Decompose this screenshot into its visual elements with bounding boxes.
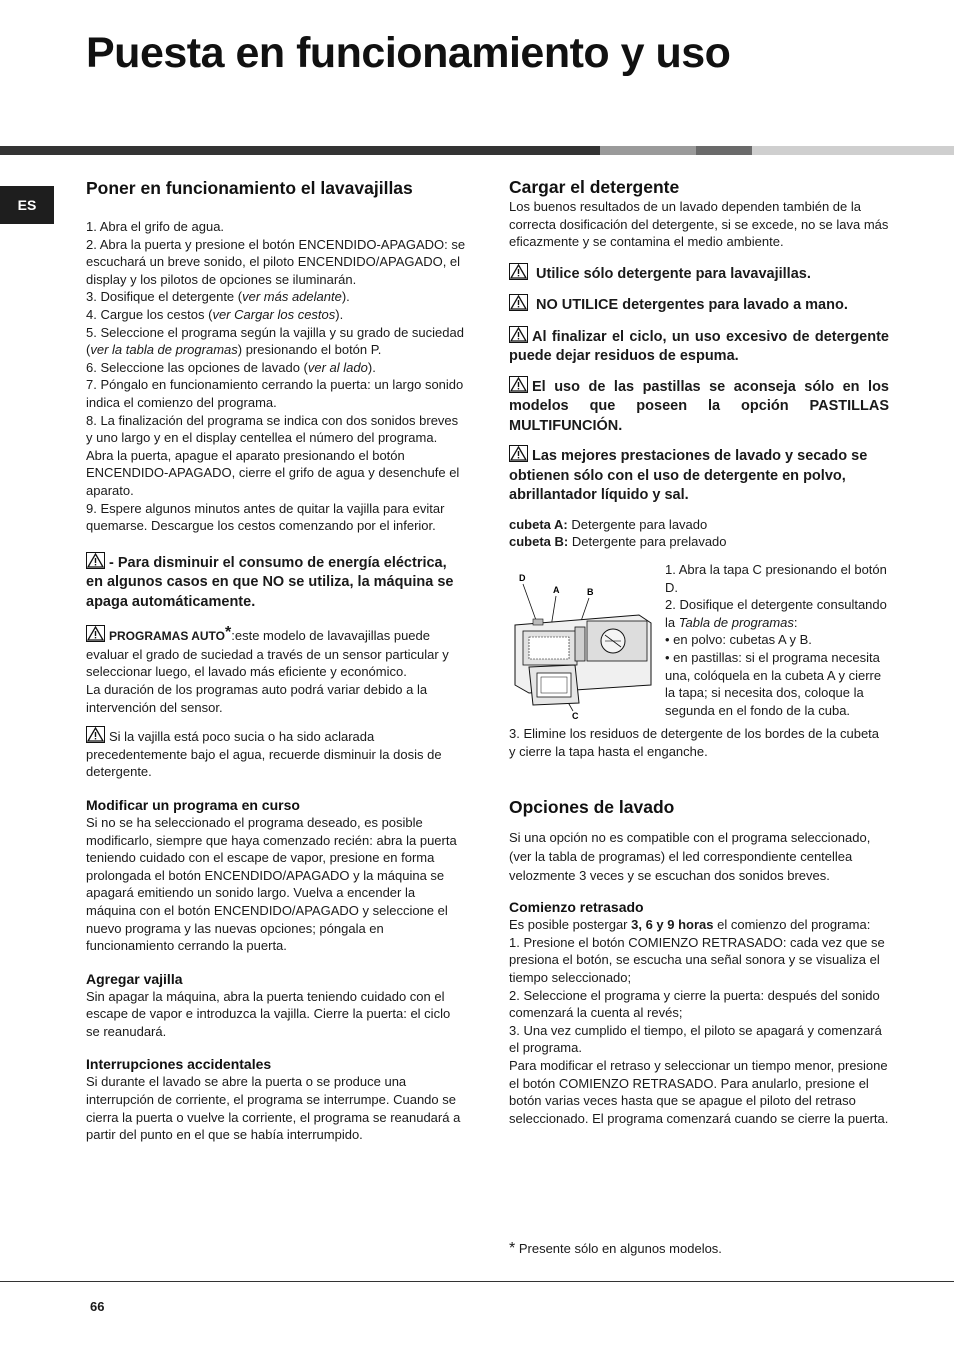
header-bar-mid — [600, 146, 696, 155]
instruction-2: 2. Dosifique el detergente consultando la Tabla de programas: — [665, 597, 887, 630]
detergent-warning-4: El uso de las pastillas se aconseja sólo en los modelos que poseen la opción PASTILLAS MULTIFUNCIÓN. — [509, 376, 889, 437]
add-dishes-text: Sin apagar la máquina, abra la puerta teniendo cuidado con el escape de vapor e introduzca la vajilla. Cierre la puerta: el ciclo se reanudará. — [86, 988, 451, 1039]
auto-programs-note: PROGRAMAS AUTO*:este modelo de lavavajillas puede evaluar el grado de suciedad a través de un sensor particular y seleccionar luego, el lavado más eficiente y económico. — [86, 624, 449, 680]
label-d: D — [519, 572, 526, 583]
instruction-1: 1. Abra la tapa C presionando el botón D. — [665, 561, 887, 595]
detergent-heading: Cargar el detergente — [509, 177, 680, 197]
detergent-warning-3: Al finalizar el ciclo, un uso excesivo de detergente puede dejar residuos de espuma. — [509, 326, 889, 367]
footer-divider — [0, 1281, 954, 1282]
page-number: 66 — [90, 1299, 105, 1314]
warning-icon — [509, 263, 528, 280]
warning-icon — [86, 726, 105, 743]
delay-modify: Para modificar el retraso y seleccionar un tiempo menor, presione el botón COMIENZO RETRASADO. Para anularlo, presione el botón varias veces hasta que se apague el piloto del retraso seleccionado. El programa comenzará cuando se cierre la puerta. — [509, 1057, 889, 1126]
header-bar-light — [752, 146, 954, 155]
header-bar-dark2 — [696, 146, 752, 155]
footnote: * Presente sólo en algunos modelos. — [509, 1240, 722, 1257]
step-3: 3. Dosifique el detergente (ver más adelante). — [86, 289, 350, 305]
start-heading: Poner en funcionamiento el lavavajillas — [86, 178, 413, 198]
left-column — [86, 170, 466, 1144]
detergent-intro: Los buenos resultados de un lavado dependen también de la correcta dosificación del detergente, si se excede, no se lava más eficazmente y se contamina el medio ambiente. — [509, 199, 889, 250]
instruction-2-powder: • en polvo: cubetas A y B. — [665, 632, 812, 648]
cubeta-b-line: cubeta B: Detergente para prelavado — [509, 534, 727, 550]
modify-text: Si no se ha seleccionado el programa deseado, es posible modificarlo, siempre que haya comenzado recién: abra la puerta teniendo cuidado con el escape de vapor, presione en forma prolongada el botón ENCENDIDO/APAGADO y la máquina se apagará emitiendo un sonido largo. Vuelva a encender la máquina con el botón ENCENDIDO/APAGADO y seleccione el nuevo programa y las nuevas opciones; póngala en funcionamiento cerrando la puerta. — [86, 814, 457, 954]
detergent-warning-5: Las mejores prestaciones de lavado y secado se obtienen sólo con el uso de detergente en polvo, abrillantador líquido y sal. — [509, 445, 889, 506]
warning-icon — [509, 294, 528, 311]
step-6: 6. Seleccione las opciones de lavado (ver al lado). — [86, 359, 376, 375]
dirty-note: Si la vajilla está poco sucia o ha sido aclarada precedentemente bajo el agua, recuerde disminuir la dosis de detergente. — [86, 726, 466, 781]
instruction-2-tablets: • en pastillas: si el programa necesita una, colóquela en la cubeta A y cierre la tapa; si necesita dos, coloque la segunda en el fondo de la cuba. — [665, 649, 882, 718]
cubeta-a-line: cubeta A: Detergente para lavado — [509, 516, 708, 532]
step-5: 5. Seleccione el programa según la vajilla y su grado de suciedad (ver la tabla de programas) presionando el botón P. — [86, 324, 464, 358]
modify-heading: Modificar un programa en curso — [86, 796, 300, 813]
detergent-warning-2: NO UTILICE detergentes para lavado a mano. — [509, 294, 889, 316]
delay-step-2: 2. Seleccione el programa y cierre la puerta: después del sonido comenzará la cuenta al revés; — [509, 987, 880, 1021]
label-b: B — [587, 586, 594, 597]
delay-intro: Es posible postergar 3, 6 y 9 horas el comienzo del programa: — [509, 917, 871, 933]
warning-icon — [509, 376, 528, 393]
label-a: A — [553, 584, 560, 595]
step-9: 9. Espere algunos minutos antes de quitar la vajilla para evitar quemarse. Descargue los cestos comenzando por el inferior. — [86, 500, 445, 534]
interruptions-heading: Interrupciones accidentales — [86, 1056, 272, 1073]
options-text: Si una opción no es compatible con el programa seleccionado, (ver la tabla de programas) el led correspondiente centellea velozmente 3 veces y se escuchan dos sonidos breves. — [509, 830, 871, 884]
label-c: C — [572, 710, 579, 721]
page-title: Puesta en funcionamiento y uso — [86, 29, 731, 77]
delay-heading: Comienzo retrasado — [509, 899, 644, 916]
dispenser-diagram — [509, 565, 659, 725]
add-dishes-heading: Agregar vajilla — [86, 970, 183, 987]
start-steps — [86, 218, 466, 535]
warning-icon — [509, 445, 528, 462]
detergent-warning-1: Utilice sólo detergente para lavavajillas. — [509, 263, 889, 285]
delay-step-3: 3. Una vez cumplido el tiempo, el piloto se apagará y comenzará el programa. — [509, 1022, 882, 1056]
step-4: 4. Cargue los cestos (ver Cargar los cestos). — [86, 306, 344, 322]
language-tab: ES — [0, 186, 54, 224]
step-1: 1. Abra el grifo de agua. — [86, 219, 225, 234]
warning-icon — [86, 625, 105, 642]
right-column — [509, 170, 889, 1127]
warning-icon — [86, 552, 105, 569]
delay-step-1: 1. Presione el botón COMIENZO RETRASADO: cada vez que se presiona el botón, se escucha una señal sonora y se visualiza el tiempo seleccionado; — [509, 934, 885, 985]
step-2: 2. Abra la puerta y presione el botón ENCENDIDO-APAGADO: se escuchará un breve sonido, el piloto ENCENDIDO/APAGADO, el display y los pilotos de opciones se iluminarán. — [86, 236, 466, 287]
instruction-3: 3. Elimine los residuos de detergente de los bordes de la cubeta y cierre la tapa hasta el enganche. — [509, 725, 880, 759]
dispenser-section — [509, 561, 889, 760]
step-7: 7. Póngalo en funcionamiento cerrando la puerta: un largo sonido indica el comienzo del programa. — [86, 377, 464, 410]
header-bar-dark — [0, 146, 600, 155]
interruptions-text: Si durante el lavado se abre la puerta o se produce una interrupción de corriente, el programa se interrumpe. Cuando se cierra la puerta o vuelve la corriente, el programa se reanudará a partir del punto en el que se había interrumpido. — [86, 1074, 461, 1143]
options-heading: Opciones de lavado — [509, 797, 675, 818]
step-8: 8. La finalización del programa se indica con dos sonidos breves y uno largo y en el display centellea el número del programa. Abra la puerta, apague el aparato presionando el botón ENCENDIDO-APAGADO, cierre el grifo de agua y desenchufe el aparato. — [86, 412, 460, 498]
auto-duration-note: La duración de los programas auto podrá variar debido a la intervención del sensor. — [86, 681, 428, 715]
warning-icon — [509, 326, 528, 343]
energy-warning: - Para disminuir el consumo de energía eléctrica, en algunos casos en que NO se utiliza, la máquina se apaga automáticamente. — [86, 552, 466, 613]
